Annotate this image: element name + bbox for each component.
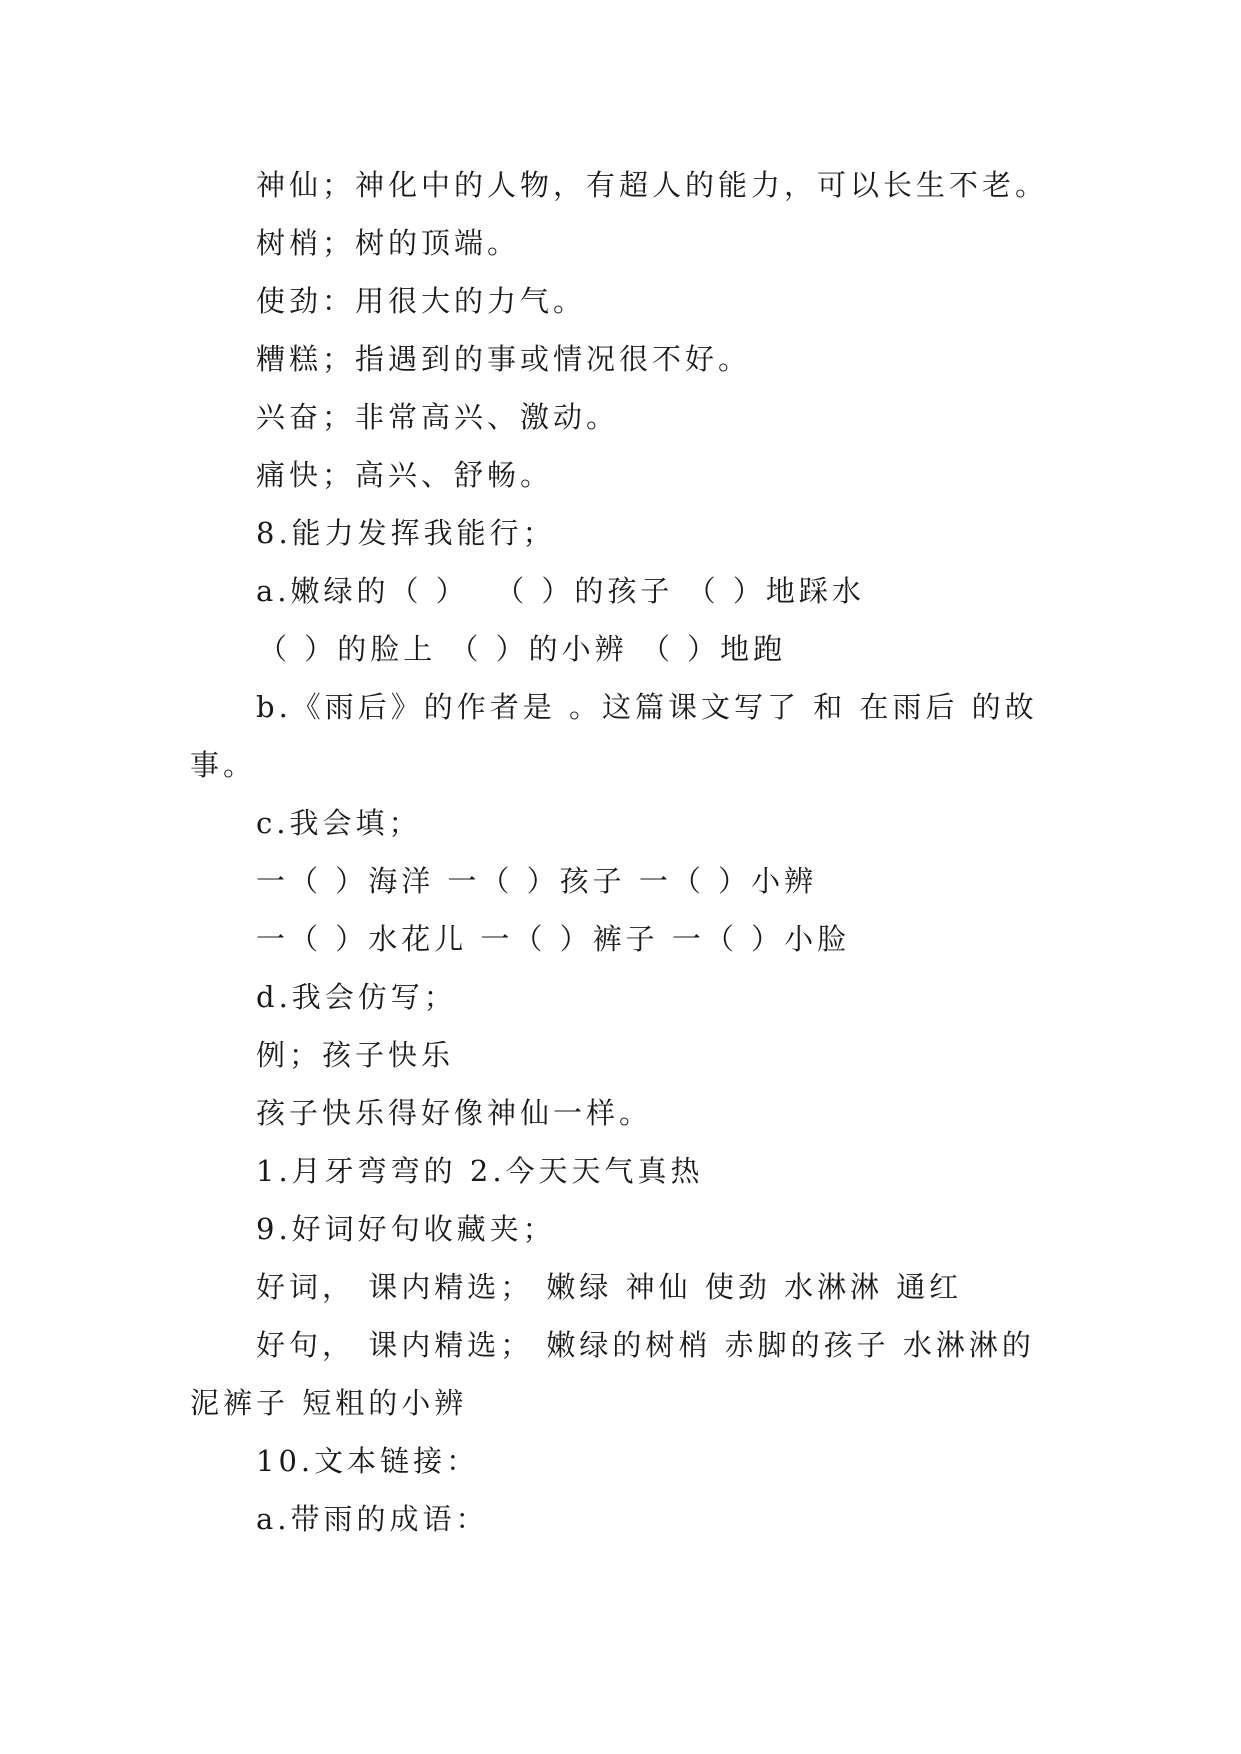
exercise-line: 一（ ）水花儿 一（ ）裤子 一（ ）小脸	[256, 922, 851, 956]
vocabulary-line: 好词， 课内精选； 嫩绿 神仙 使劲 水淋淋 通红	[256, 1270, 963, 1304]
definition-line: 糟糕；指遇到的事或情况很不好。	[256, 342, 752, 376]
section-heading: 9.好词好句收藏夹；	[256, 1212, 556, 1246]
exercise-heading: c.我会填；	[256, 806, 422, 840]
exercise-line: 一（ ）海洋 一（ ）孩子 一（ ）小辨	[256, 864, 818, 898]
exercise-line: （ ）的脸上 （ ）的小辨 （ ）地跑	[258, 632, 787, 666]
sentence-line-continuation: 泥裤子 短粗的小辨	[190, 1386, 468, 1420]
section-heading: 8.能力发挥我能行；	[256, 516, 556, 550]
exercise-heading: d.我会仿写；	[256, 980, 457, 1014]
document-body	[190, 156, 1060, 1548]
section-heading: 10.文本链接：	[256, 1444, 480, 1478]
exercise-line-continuation: 事。	[190, 748, 257, 782]
example-line: 孩子快乐得好像神仙一样。	[256, 1096, 653, 1130]
exercise-line: b.《雨后》的作者是 。这篇课文写了 和 在雨后 的故	[256, 690, 1038, 724]
exercise-line: 1.月牙弯弯的 2.今天天气真热	[256, 1154, 704, 1188]
definition-line: 痛快；高兴、舒畅。	[256, 458, 554, 492]
exercise-heading: a.带雨的成语：	[256, 1502, 489, 1536]
definition-line: 神仙；神化中的人物，有超人的能力，可以长生不老。	[256, 168, 1049, 202]
exercise-line: a.嫩绿的（ ） （ ）的孩子 （ ）地踩水	[256, 574, 865, 608]
example-line: 例；孩子快乐	[256, 1038, 455, 1072]
definition-line: 树梢；树的顶端。	[256, 226, 521, 260]
sentence-line: 好句， 课内精选； 嫩绿的树梢 赤脚的孩子 水淋淋的	[256, 1328, 1035, 1362]
definition-line: 使劲：用很大的力气。	[256, 284, 587, 318]
definition-line: 兴奋；非常高兴、激动。	[256, 400, 620, 434]
